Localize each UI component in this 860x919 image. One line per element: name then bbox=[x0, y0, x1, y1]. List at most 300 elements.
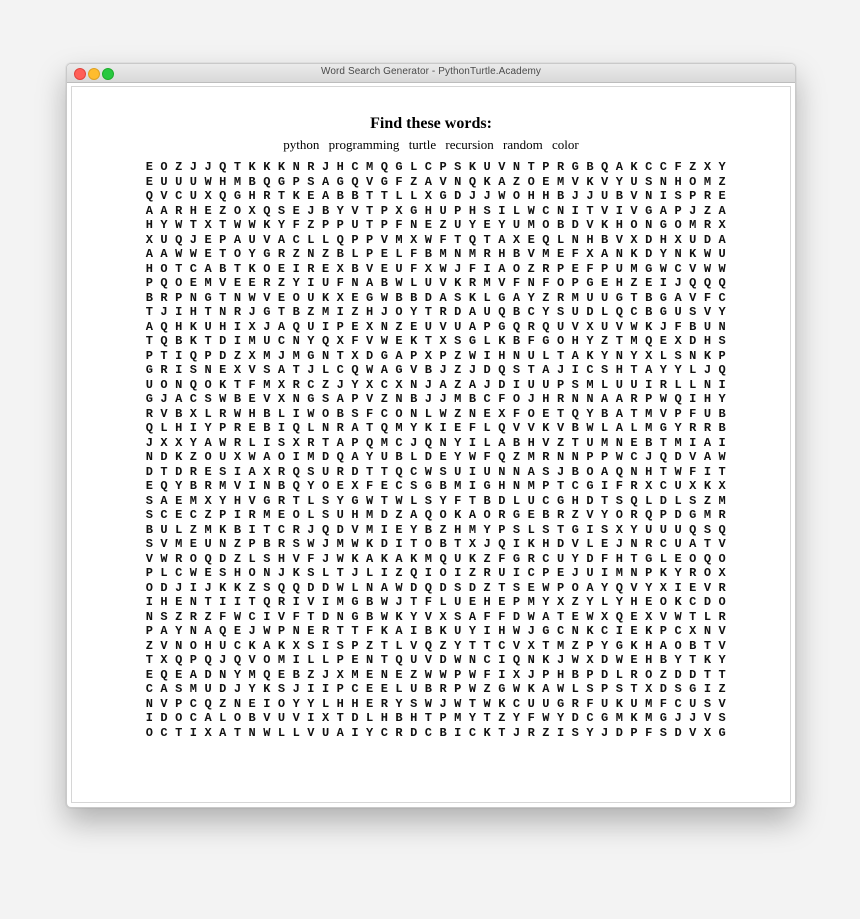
grid-letter: Y bbox=[556, 711, 565, 725]
grid-letter: Y bbox=[248, 682, 256, 696]
grid-letter: A bbox=[703, 435, 712, 450]
grid-letter: D bbox=[689, 334, 697, 348]
grid-letter: N bbox=[718, 319, 726, 334]
grid-letter: A bbox=[160, 624, 168, 638]
grid-letter: H bbox=[277, 551, 286, 566]
grid-letter: I bbox=[645, 377, 653, 392]
grid-letter: D bbox=[483, 363, 491, 377]
grid-letter: Z bbox=[468, 566, 477, 580]
grid-letter: I bbox=[336, 305, 344, 319]
grid-letter: Q bbox=[395, 464, 403, 479]
grid-letter: U bbox=[498, 566, 506, 580]
grid-letter: G bbox=[659, 711, 667, 725]
grid-letter: V bbox=[718, 537, 726, 551]
grid-letter: I bbox=[571, 363, 579, 377]
grid-letter: V bbox=[277, 609, 286, 624]
grid-letter: E bbox=[483, 218, 491, 232]
grid-letter: T bbox=[219, 290, 227, 305]
grid-letter: T bbox=[380, 653, 388, 667]
grid-letter: J bbox=[556, 653, 565, 667]
grid-letter: X bbox=[204, 725, 212, 740]
grid-letter: R bbox=[689, 421, 697, 435]
grid-letter: Y bbox=[189, 435, 197, 450]
grid-letter: Q bbox=[718, 522, 726, 537]
grid-letter: A bbox=[351, 421, 359, 435]
grid-letter: M bbox=[454, 479, 462, 493]
grid-letter: Q bbox=[468, 232, 477, 247]
grid-letter: D bbox=[160, 580, 168, 595]
grid-letter: J bbox=[689, 203, 697, 218]
grid-letter: L bbox=[556, 232, 565, 247]
grid-letter: A bbox=[321, 174, 330, 189]
grid-letter: W bbox=[233, 218, 242, 232]
grid-letter: Z bbox=[410, 174, 418, 189]
grid-letter: V bbox=[160, 638, 168, 653]
grid-letter: A bbox=[468, 319, 477, 334]
grid-letter: E bbox=[219, 363, 227, 377]
grid-letter: E bbox=[336, 479, 344, 493]
grid-letter: U bbox=[674, 522, 682, 537]
grid-letter: X bbox=[703, 725, 712, 740]
grid-letter: H bbox=[219, 319, 227, 334]
grid-letter: T bbox=[483, 711, 491, 725]
grid-letter: L bbox=[321, 566, 330, 580]
grid-letter: D bbox=[439, 580, 447, 595]
grid-letter: Z bbox=[189, 450, 197, 464]
grid-letter: O bbox=[321, 406, 330, 421]
grid-letter: U bbox=[645, 522, 653, 537]
grid-letter: R bbox=[483, 247, 491, 261]
grid-letter: A bbox=[498, 435, 506, 450]
grid-letter: F bbox=[292, 609, 300, 624]
grid-letter: G bbox=[689, 682, 697, 696]
grid-letter: T bbox=[498, 580, 506, 595]
grid-letter: X bbox=[336, 334, 344, 348]
grid-letter: P bbox=[454, 682, 462, 696]
grid-letter: Y bbox=[160, 218, 168, 232]
grid-letter: G bbox=[366, 290, 374, 305]
grid-letter: C bbox=[674, 624, 682, 638]
grid-letter: R bbox=[703, 421, 712, 435]
grid-letter: A bbox=[498, 174, 506, 189]
grid-letter: Y bbox=[175, 624, 183, 638]
grid-letter: F bbox=[366, 406, 374, 421]
grid-letter: Y bbox=[366, 725, 374, 740]
grid-letter: V bbox=[689, 290, 697, 305]
grid-letter: A bbox=[145, 247, 153, 261]
grid-letter: Z bbox=[718, 174, 726, 189]
grid-letter: S bbox=[674, 682, 682, 696]
grid-letter: E bbox=[277, 290, 286, 305]
grid-letter: X bbox=[630, 232, 638, 247]
grid-letter: I bbox=[248, 522, 256, 537]
grid-letter: E bbox=[571, 261, 579, 276]
grid-letter: Y bbox=[659, 247, 667, 261]
grid-letter: R bbox=[556, 392, 565, 406]
grid-letter: M bbox=[204, 522, 212, 537]
grid-letter: G bbox=[689, 508, 697, 522]
grid-letter: L bbox=[703, 609, 712, 624]
grid-letter: T bbox=[542, 638, 550, 653]
grid-letter: A bbox=[615, 392, 623, 406]
grid-letter: L bbox=[483, 334, 491, 348]
grid-letter: E bbox=[468, 595, 477, 609]
grid-letter: P bbox=[175, 290, 183, 305]
grid-letter: P bbox=[542, 566, 550, 580]
grid-letter: G bbox=[439, 189, 447, 203]
grid-letter: L bbox=[527, 522, 535, 537]
grid-letter: W bbox=[233, 609, 242, 624]
grid-letter: I bbox=[292, 261, 300, 276]
grid-letter: R bbox=[380, 696, 388, 711]
grid-letter: X bbox=[659, 580, 667, 595]
grid-letter: X bbox=[586, 653, 594, 667]
grid-letter: T bbox=[336, 711, 344, 725]
grid-letter: M bbox=[615, 566, 623, 580]
grid-letter: L bbox=[410, 160, 418, 174]
grid-letter: U bbox=[703, 319, 712, 334]
grid-letter: X bbox=[321, 711, 330, 725]
grid-letter: R bbox=[233, 305, 242, 319]
grid-letter: T bbox=[204, 595, 212, 609]
grid-letter: U bbox=[586, 435, 594, 450]
grid-row bbox=[142, 421, 730, 436]
grid-letter: G bbox=[659, 305, 667, 319]
grid-letter: I bbox=[498, 653, 506, 667]
grid-letter: S bbox=[321, 392, 330, 406]
grid-row bbox=[142, 653, 730, 668]
grid-letter: T bbox=[233, 261, 242, 276]
grid-letter: L bbox=[410, 450, 418, 464]
grid-letter: Q bbox=[160, 334, 168, 348]
grid-letter: G bbox=[571, 522, 579, 537]
grid-letter: W bbox=[718, 450, 726, 464]
grid-letter: Q bbox=[718, 276, 726, 290]
grid-letter: T bbox=[366, 203, 374, 218]
grid-letter: C bbox=[189, 261, 197, 276]
grid-letter: X bbox=[439, 334, 447, 348]
grid-letter: T bbox=[410, 537, 418, 551]
grid-letter: Z bbox=[571, 595, 579, 609]
grid-letter: R bbox=[277, 537, 286, 551]
grid-row bbox=[142, 508, 730, 523]
grid-letter: P bbox=[454, 203, 462, 218]
grid-letter: A bbox=[395, 348, 403, 363]
grid-letter: J bbox=[160, 392, 168, 406]
grid-letter: N bbox=[498, 464, 506, 479]
grid-letter: U bbox=[527, 696, 535, 711]
grid-letter: B bbox=[512, 435, 521, 450]
grid-letter: X bbox=[351, 479, 359, 493]
grid-letter: B bbox=[263, 537, 271, 551]
grid-letter: S bbox=[307, 464, 315, 479]
grid-letter: Z bbox=[689, 160, 697, 174]
grid-row bbox=[142, 726, 730, 741]
grid-letter: G bbox=[351, 493, 359, 508]
grid-letter: M bbox=[277, 653, 286, 667]
grid-letter: A bbox=[601, 464, 609, 479]
grid-letter: E bbox=[645, 276, 653, 290]
grid-letter: Y bbox=[468, 218, 477, 232]
grid-letter: B bbox=[189, 479, 197, 493]
grid-letter: Z bbox=[292, 247, 300, 261]
grid-letter: Y bbox=[674, 421, 682, 435]
grid-letter: F bbox=[527, 334, 535, 348]
grid-letter: I bbox=[175, 363, 183, 377]
grid-letter: M bbox=[336, 537, 344, 551]
grid-letter: X bbox=[248, 348, 256, 363]
grid-letter: C bbox=[659, 479, 667, 493]
grid-letter: G bbox=[233, 189, 242, 203]
grid-row bbox=[142, 349, 730, 364]
grid-letter: P bbox=[219, 508, 227, 522]
grid-letter: K bbox=[645, 319, 653, 334]
grid-letter: Z bbox=[718, 682, 726, 696]
grid-letter: T bbox=[556, 479, 565, 493]
grid-letter: Z bbox=[483, 580, 491, 595]
grid-letter: S bbox=[454, 334, 462, 348]
grid-letter: P bbox=[630, 725, 638, 740]
grid-letter: T bbox=[659, 435, 667, 450]
grid-letter: I bbox=[483, 624, 491, 638]
grid-letter: X bbox=[366, 377, 374, 392]
grid-letter: U bbox=[145, 377, 153, 392]
grid-letter: D bbox=[424, 450, 432, 464]
grid-letter: T bbox=[145, 305, 153, 319]
grid-letter: U bbox=[718, 247, 726, 261]
grid-letter: I bbox=[321, 682, 330, 696]
grid-letter: L bbox=[601, 377, 609, 392]
grid-letter: B bbox=[586, 160, 594, 174]
grid-letter: E bbox=[439, 450, 447, 464]
grid-letter: R bbox=[395, 725, 403, 740]
grid-letter: P bbox=[336, 319, 344, 334]
grid-letter: X bbox=[233, 363, 242, 377]
grid-letter: N bbox=[556, 203, 565, 218]
grid-letter: Z bbox=[277, 276, 286, 290]
grid-row bbox=[142, 697, 730, 712]
grid-letter: Q bbox=[424, 508, 432, 522]
grid-letter: K bbox=[292, 566, 300, 580]
grid-letter: E bbox=[277, 261, 286, 276]
grid-letter: L bbox=[601, 305, 609, 319]
grid-letter: B bbox=[439, 479, 447, 493]
grid-letter: B bbox=[395, 450, 403, 464]
grid-letter: N bbox=[689, 348, 697, 363]
grid-letter: A bbox=[219, 725, 227, 740]
grid-letter: D bbox=[366, 348, 374, 363]
grid-letter: T bbox=[601, 493, 609, 508]
grid-letter: E bbox=[454, 421, 462, 435]
grid-letter: G bbox=[586, 479, 594, 493]
grid-letter: D bbox=[454, 189, 462, 203]
grid-letter: A bbox=[351, 450, 359, 464]
grid-letter: A bbox=[336, 725, 344, 740]
grid-letter: W bbox=[586, 609, 594, 624]
grid-letter: U bbox=[204, 319, 212, 334]
grid-letter: D bbox=[468, 580, 477, 595]
grid-letter: K bbox=[439, 624, 447, 638]
grid-letter: F bbox=[248, 377, 256, 392]
grid-letter: L bbox=[483, 435, 491, 450]
grid-letter: Y bbox=[410, 609, 418, 624]
grid-letter: G bbox=[263, 305, 271, 319]
grid-letter: N bbox=[454, 174, 462, 189]
grid-letter: T bbox=[556, 406, 565, 421]
grid-letter: F bbox=[336, 276, 344, 290]
grid-letter: S bbox=[307, 566, 315, 580]
grid-letter: O bbox=[571, 580, 579, 595]
grid-letter: T bbox=[233, 725, 242, 740]
grid-letter: Q bbox=[189, 377, 197, 392]
grid-letter: I bbox=[689, 392, 697, 406]
grid-letter: N bbox=[189, 290, 197, 305]
title-bar[interactable] bbox=[67, 64, 795, 83]
grid-row bbox=[142, 639, 730, 654]
grid-letter: A bbox=[395, 551, 403, 566]
grid-letter: C bbox=[483, 653, 491, 667]
grid-letter: U bbox=[263, 334, 271, 348]
grid-letter: G bbox=[542, 334, 550, 348]
grid-letter: V bbox=[380, 232, 388, 247]
grid-row bbox=[142, 494, 730, 509]
grid-letter: E bbox=[175, 595, 183, 609]
grid-letter: F bbox=[468, 421, 477, 435]
grid-letter: X bbox=[204, 189, 212, 203]
grid-letter: N bbox=[703, 377, 712, 392]
grid-letter: C bbox=[542, 203, 550, 218]
grid-letter: N bbox=[175, 638, 183, 653]
grid-letter: C bbox=[674, 696, 682, 711]
grid-letter: M bbox=[556, 638, 565, 653]
grid-row bbox=[142, 291, 730, 306]
grid-letter: W bbox=[468, 682, 477, 696]
grid-letter: U bbox=[556, 551, 565, 566]
grid-letter: V bbox=[498, 160, 506, 174]
grid-letter: F bbox=[689, 464, 697, 479]
grid-letter: D bbox=[454, 305, 462, 319]
grid-letter: P bbox=[645, 392, 653, 406]
grid-letter: K bbox=[542, 653, 550, 667]
grid-letter: K bbox=[468, 551, 477, 566]
grid-letter: K bbox=[189, 334, 197, 348]
grid-letter: P bbox=[674, 203, 682, 218]
grid-letter: K bbox=[233, 580, 242, 595]
grid-letter: O bbox=[204, 450, 212, 464]
grid-letter: W bbox=[248, 450, 256, 464]
grid-letter: X bbox=[233, 450, 242, 464]
grid-letter: Q bbox=[292, 479, 300, 493]
grid-letter: M bbox=[454, 711, 462, 725]
grid-letter: N bbox=[571, 624, 579, 638]
grid-letter: Z bbox=[307, 667, 315, 682]
grid-letter: U bbox=[615, 261, 623, 276]
grid-letter: W bbox=[439, 667, 447, 682]
grid-letter: I bbox=[351, 725, 359, 740]
grid-letter: S bbox=[674, 189, 682, 203]
grid-letter: S bbox=[659, 725, 667, 740]
grid-letter: J bbox=[439, 696, 447, 711]
grid-letter: W bbox=[527, 609, 535, 624]
grid-letter: J bbox=[307, 522, 315, 537]
grid-letter: Q bbox=[175, 653, 183, 667]
grid-letter: O bbox=[527, 406, 535, 421]
grid-letter: U bbox=[410, 682, 418, 696]
grid-letter: I bbox=[512, 537, 521, 551]
grid-letter: F bbox=[586, 696, 594, 711]
grid-letter: D bbox=[498, 493, 506, 508]
grid-letter: U bbox=[424, 276, 432, 290]
grid-letter: Q bbox=[468, 174, 477, 189]
grid-letter: W bbox=[248, 218, 256, 232]
grid-letter: Z bbox=[527, 261, 535, 276]
grid-letter: Z bbox=[321, 247, 330, 261]
grid-letter: O bbox=[175, 276, 183, 290]
grid-letter: I bbox=[145, 711, 153, 725]
grid-letter: L bbox=[615, 667, 623, 682]
grid-letter: P bbox=[542, 160, 550, 174]
grid-letter: S bbox=[571, 377, 579, 392]
grid-letter: T bbox=[468, 638, 477, 653]
grid-letter: X bbox=[512, 232, 521, 247]
grid-letter: A bbox=[439, 290, 447, 305]
grid-letter: S bbox=[454, 290, 462, 305]
grid-letter: A bbox=[410, 508, 418, 522]
grid-letter: L bbox=[307, 508, 315, 522]
grid-letter: X bbox=[674, 232, 682, 247]
grid-letter: U bbox=[483, 305, 491, 319]
word-item: python bbox=[283, 137, 320, 152]
grid-letter: T bbox=[659, 464, 667, 479]
word-item: programming bbox=[328, 137, 400, 152]
grid-letter: S bbox=[512, 522, 521, 537]
grid-letter: C bbox=[145, 682, 153, 696]
grid-letter: H bbox=[645, 653, 653, 667]
grid-letter: Q bbox=[263, 667, 271, 682]
grid-letter: K bbox=[380, 624, 388, 638]
grid-letter: A bbox=[645, 363, 653, 377]
grid-letter: G bbox=[351, 595, 359, 609]
grid-letter: E bbox=[292, 203, 300, 218]
grid-letter: M bbox=[248, 667, 256, 682]
grid-letter: G bbox=[277, 174, 286, 189]
grid-letter: E bbox=[380, 261, 388, 276]
grid-letter: T bbox=[351, 624, 359, 638]
grid-letter: U bbox=[601, 319, 609, 334]
grid-letter: M bbox=[615, 711, 623, 725]
grid-letter: Z bbox=[175, 609, 183, 624]
grid-letter: O bbox=[145, 580, 153, 595]
grid-letter: W bbox=[233, 406, 242, 421]
grid-letter: L bbox=[674, 377, 682, 392]
grid-letter: V bbox=[571, 174, 579, 189]
grid-letter: M bbox=[674, 435, 682, 450]
grid-letter: Y bbox=[542, 595, 550, 609]
grid-letter: X bbox=[277, 377, 286, 392]
grid-letter: M bbox=[380, 435, 388, 450]
grid-letter: V bbox=[366, 174, 374, 189]
grid-letter: O bbox=[263, 261, 271, 276]
grid-letter: E bbox=[630, 609, 638, 624]
grid-letter: O bbox=[512, 392, 521, 406]
grid-letter: K bbox=[219, 377, 227, 392]
grid-letter: Y bbox=[233, 667, 242, 682]
grid-letter: K bbox=[277, 160, 286, 174]
grid-letter: L bbox=[351, 580, 359, 595]
grid-letter: S bbox=[674, 348, 682, 363]
grid-letter: L bbox=[659, 348, 667, 363]
grid-letter: I bbox=[189, 421, 197, 435]
